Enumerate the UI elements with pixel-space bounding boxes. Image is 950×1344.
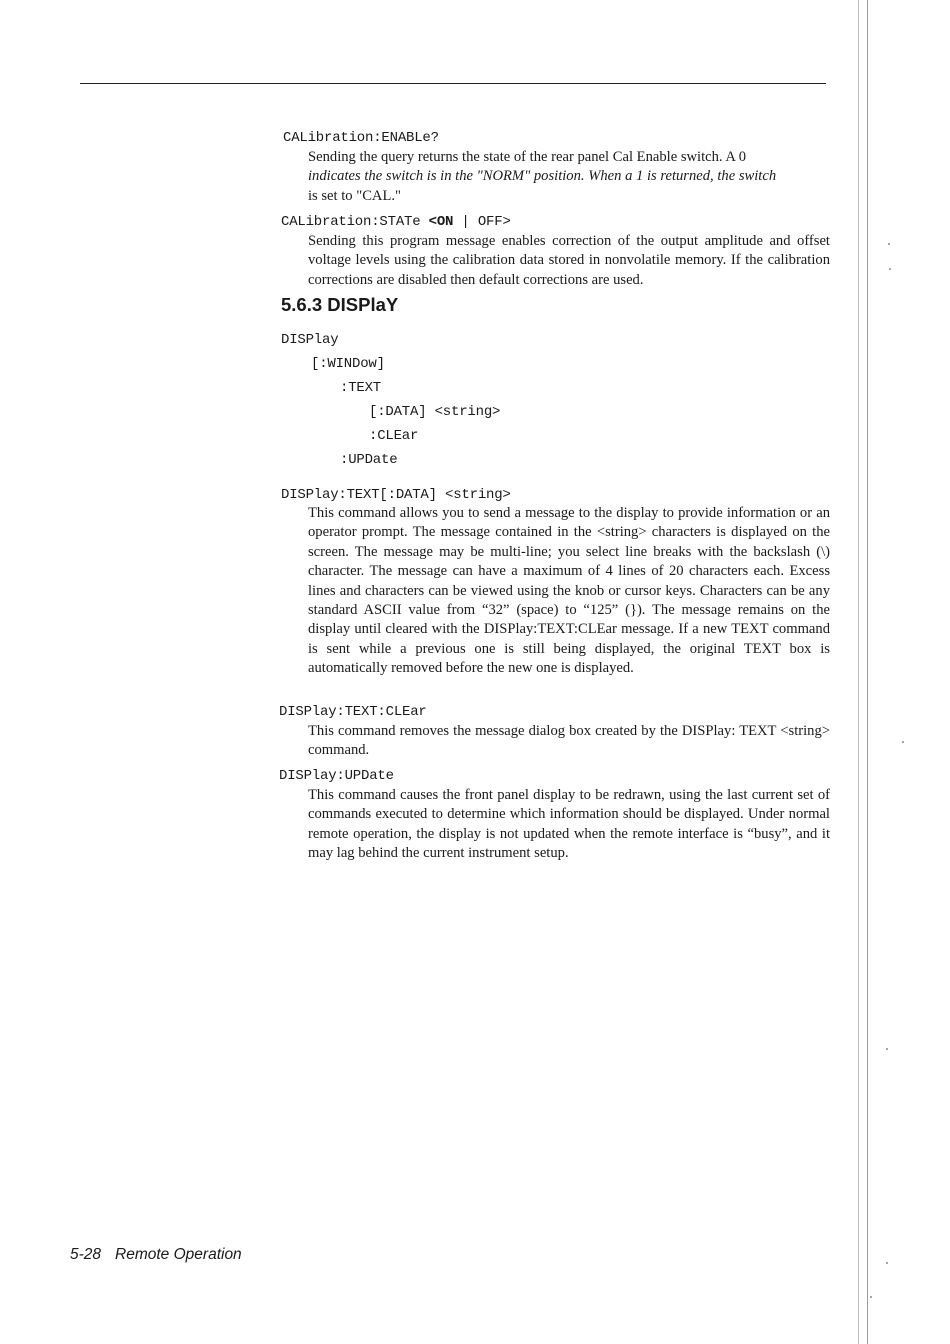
scan-edge-line — [867, 0, 868, 1344]
desc-line: Sending the query returns the state of the rear panel Cal Enable switch. A 0 — [308, 149, 747, 165]
display-text-data-description: This command allows you to send a message to the display to provide information or an operator prompt. The message contained in the <string> characters is displayed on the screen. The message may be multi-line; you select line breaks with the backslash (\) character. The message can have a maximum of 4 lines of 20 characters each. Excess lines and characters can be viewed using the knob or cursor keys. Characters can be any standard ASCII value from “32” (space) to “125” (}). The message remains on the display until cleared with the DISPlay:TEXT:CLEar message. If a new TEXT command is sent while a previous one is still being displayed, the original TEXT box is automatically removed before the new one is displayed. — [308, 505, 830, 677]
page-footer — [70, 1246, 242, 1264]
scan-speck — [902, 741, 904, 743]
desc-line: indicates the switch is in the "NORM" position. When a 1 is returned, the switch — [308, 168, 777, 185]
command-calibration-enable: CALibration:ENABLe? — [283, 130, 439, 146]
tree-text: :TEXT — [340, 380, 382, 396]
tree-clear: :CLEar — [369, 428, 419, 444]
tree-root: DISPlay — [281, 332, 339, 348]
cmd-text: | OFF> — [453, 214, 511, 230]
tree-data: [:DATA] <string> — [369, 404, 501, 420]
command-display-text-data: DISPlay:TEXT[:DATA] <string> — [281, 487, 511, 503]
display-update-description: This command causes the front panel display to be redrawn, using the last current set of commands executed to determine which information should be displayed. Under normal remote operation, the display is not updated when the remote interface is “busy”, and it may lag behind the current instrument setup. — [308, 787, 830, 862]
page-number: 5-28 — [70, 1246, 102, 1263]
header-rule — [80, 83, 826, 84]
calibration-enable-description — [308, 148, 830, 206]
scan-speck — [888, 243, 890, 245]
command-display-text-clear: DISPlay:TEXT:CLEar — [279, 704, 427, 720]
cmd-on-option: <ON — [428, 214, 454, 230]
tree-update: :UPDate — [340, 452, 398, 468]
display-text-clear-description: This command removes the message dialog box created by the DISPlay: TEXT <string> command. — [308, 723, 830, 759]
scan-speck — [889, 268, 891, 270]
scan-speck — [886, 1048, 888, 1050]
tree-window: [:WINDow] — [311, 356, 385, 372]
command-display-update: DISPlay:UPDate — [279, 768, 394, 784]
scan-speck — [870, 1296, 872, 1298]
cmd-text: CALibration:STATe — [281, 214, 429, 230]
chapter-title: Remote Operation — [115, 1246, 242, 1263]
calibration-state-description: Sending this program message enables correction of the output amplitude and offset voltage levels using the calibration data stored in nonvolatile memory. If the calibration corrections are disabled then default corrections are used. — [308, 233, 830, 288]
scan-speck — [886, 1262, 888, 1264]
command-calibration-state — [281, 213, 511, 231]
scan-edge-line — [858, 0, 859, 1344]
section-heading: 5.6.3 DISPlaY — [281, 294, 399, 315]
desc-line: is set to "CAL." — [308, 187, 401, 204]
